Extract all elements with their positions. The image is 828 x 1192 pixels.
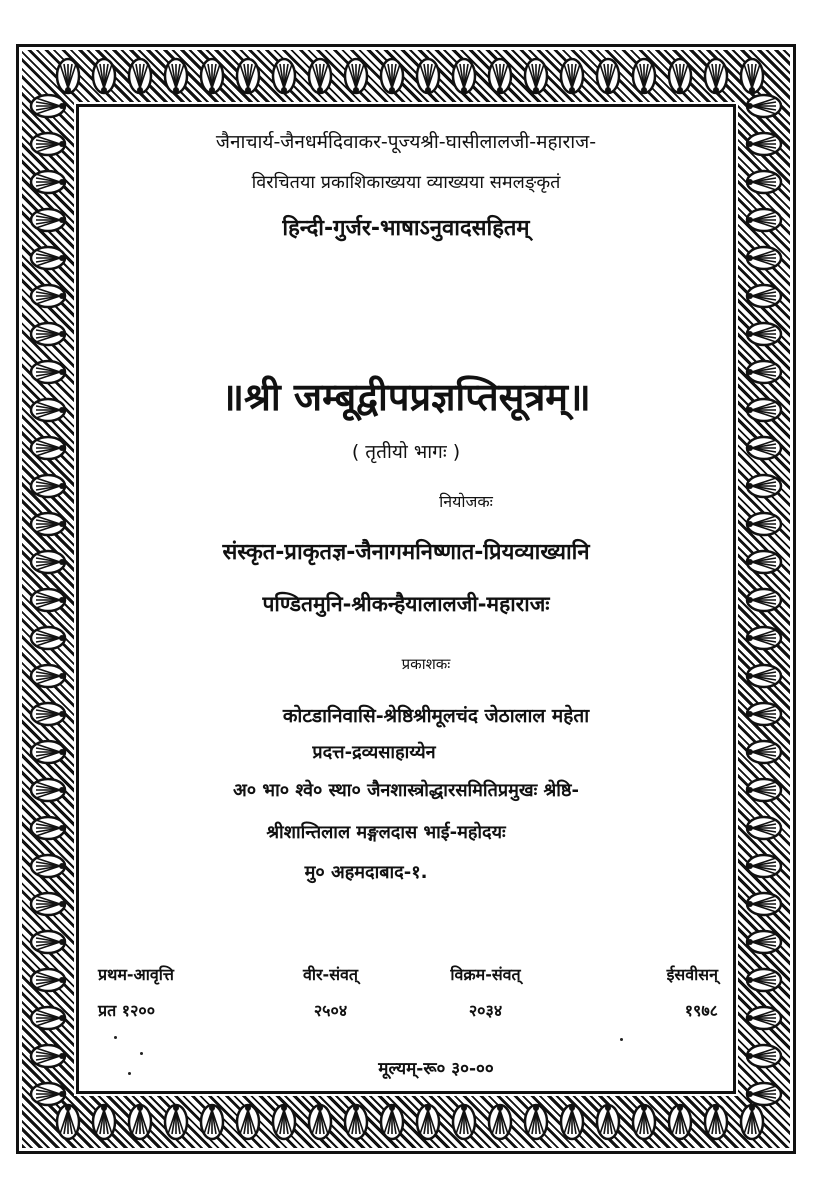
publisher-city: मु० अहमदाबाद-१. xyxy=(304,862,428,883)
editor-qualifications: संस्कृत-प्राकृतज्ञ-जैनागमनिष्णात-प्रियव्याख्यानि xyxy=(222,540,590,565)
isvi-san-value: १९७८ xyxy=(684,1001,718,1020)
vira-samvat-header: वीर-संवत् xyxy=(302,965,359,984)
vikram-samvat-value: २०३४ xyxy=(468,1001,503,1020)
isvi-san-header: ईसवीसन् xyxy=(666,965,718,984)
editor-label: नियोजकः xyxy=(439,492,493,511)
page-content xyxy=(80,108,732,1090)
edition-table xyxy=(98,963,718,1021)
translation-line: हिन्दी-गुर्जर-भाषाऽनुवादसहितम् xyxy=(282,216,530,241)
author-line: जैनाचार्य-जैनधर्मदिवाकर-पूज्यश्री-घासीलालजी-महाराज- xyxy=(215,131,597,153)
price: मूल्यम्-रू० ३०-०० xyxy=(378,1059,494,1079)
edition-value: प्रत १२०० xyxy=(98,1001,156,1020)
volume-label: ( तृतीयो भागः ) xyxy=(351,441,461,463)
vikram-samvat-header: विक्रम-संवत् xyxy=(450,965,521,984)
publisher-name: श्रीशान्तिलाल मङ्गलदास भाई-महोदयः xyxy=(266,822,506,843)
editor-name: पण्डितमुनि-श्रीकन्हैयालालजी-महाराजः xyxy=(262,592,550,616)
committee-line: अ० भा० श्वे० स्था० जैनशास्त्रोद्धारसमितिप्रमुखः श्रेष्ठि- xyxy=(233,780,579,801)
vira-samvat-value: २५०४ xyxy=(313,1001,348,1020)
commentary-line: विरचितया प्रकाशिकाख्यया व्याख्यया समलङ्कृतं xyxy=(251,172,561,193)
donor-line: कोटडानिवासि-श्रेष्ठिश्रीमूलचंद जेठालाल महेता xyxy=(282,705,590,727)
edition-header: प्रथम-आवृत्ति xyxy=(98,965,174,984)
donation-line: प्रदत्त-द्रव्यसाहाय्येन xyxy=(312,742,436,763)
publisher-label: प्रकाशकः xyxy=(401,655,451,673)
book-title: ॥श्री जम्बूद्वीपप्रज्ञप्तिसूत्रम्॥ xyxy=(221,375,591,419)
